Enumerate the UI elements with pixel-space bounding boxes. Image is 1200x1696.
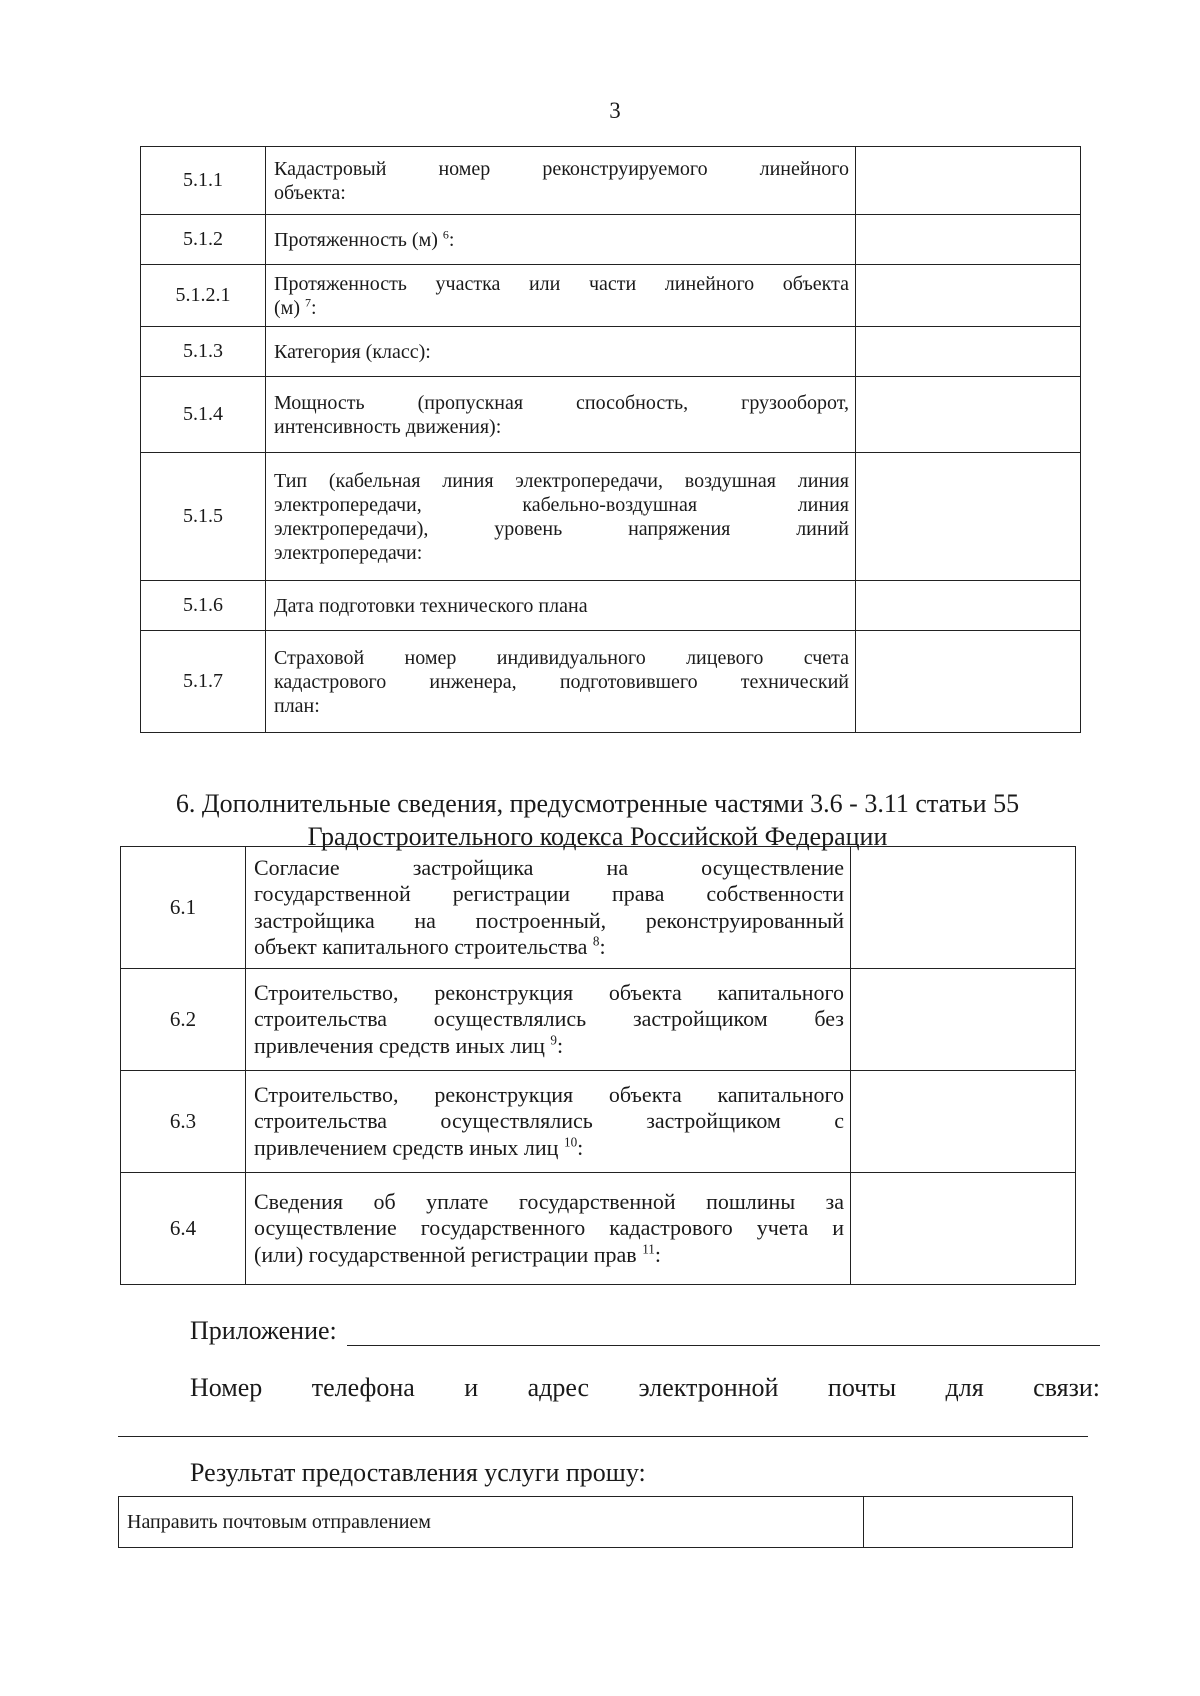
section6-row-text-line [254,1006,844,1032]
section6-row-value[interactable] [851,1071,1076,1173]
contact-label: Номер телефона и адрес электронной почты для связи: [190,1373,1100,1402]
section5-row-text [266,215,856,265]
section6-row-text-segment: Строительство, реконструкция объекта капитального [254,1081,844,1107]
section6-row-text-tail: : [599,933,606,959]
section6-row-text [246,1173,851,1285]
section5-row-text-segment: (м) [274,296,300,319]
section5-row-text-segment: электропередачи), уровень напряжения линий [274,517,849,540]
section6-row-number: 6.1 [121,847,246,969]
section6-row-text-segment: объект капитального строительства [254,933,588,959]
section5-row-text-line [274,493,849,517]
section5-row-number: 5.1.6 [141,581,266,631]
section5-row-text-line [274,646,849,670]
section5-row-text-segment: кадастрового инженера, подготовившего технический [274,670,849,693]
section5-row-number: 5.1.7 [141,631,266,733]
section5-row-text-line [274,694,849,718]
section5-row-text-line [274,594,849,618]
section5-row [141,453,1081,581]
section6-row-text-segment: Строительство, реконструкция объекта капитального [254,979,844,1005]
section5-row-text [266,581,856,631]
section6-row [121,1071,1076,1173]
section6-row-text [246,847,851,969]
section6-row-text-segment: Сведения об уплате государственной пошлины за [254,1188,844,1214]
section5-row-number: 5.1.4 [141,377,266,453]
section5-row-text-segment: Кадастровый номер реконструируемого линейного [274,157,849,180]
section5-row-text-segment: Протяженность участка или части линейного объекта [274,272,849,295]
section5-row-text [266,377,856,453]
section5-row-text [266,147,856,215]
section6-row-text-line [254,1108,844,1134]
section5-row-text-segment: электропередачи, кабельно-воздушная линия [274,493,849,516]
section5-row-text-tail: : [310,296,317,319]
section5-row-number: 5.1.2.1 [141,265,266,327]
section6-table [120,846,1076,1285]
section5-row-text-tail: : [448,228,455,251]
section6-heading-line2: Градостроительного кодекса Российской Федерации [307,821,888,851]
section5-row-value[interactable] [856,377,1081,453]
section6-row-value[interactable] [851,969,1076,1071]
section5-row [141,147,1081,215]
result-option-label: Направить почтовым отправлением [119,1497,864,1548]
section5-row-text-line [274,415,849,439]
section5-row-text-segment: интенсивность движения): [274,415,502,438]
result-option-checkbox[interactable] [864,1497,1073,1548]
section5-row [141,581,1081,631]
section6-row-text-tail: : [556,1032,564,1058]
section6-row-text-segment: привлечением средств иных лиц [254,1134,559,1160]
section5-row-text-segment: электропередачи: [274,541,423,564]
section5-row-number: 5.1.1 [141,147,266,215]
result-table [118,1496,1073,1548]
contact-field[interactable] [118,1436,1088,1437]
section5-row-text-line [274,181,849,205]
section5-row [141,215,1081,265]
footnote-mark: 6 [442,226,449,241]
section5-row-text-segment: Протяженность (м) [274,228,438,251]
section5-row-text-segment: Тип (кабельная линия электропередачи, воздушная линия [274,469,849,492]
section5-row-text-segment: Категория (класс): [274,340,431,363]
section5-row-text-line [274,469,849,493]
section6-heading [120,788,1075,853]
section5-row-value[interactable] [856,147,1081,215]
section6-row-text-line [254,1033,844,1059]
section6-row-text-tail: : [654,1241,662,1267]
section5-row-text-line [274,340,849,364]
section6-row-text-segment: строительства осуществлялись застройщиком без [254,1006,844,1032]
section6-row-text-segment: застройщика на построенный, реконструированный [254,907,844,933]
section5-row-text-line [274,541,849,565]
section5-row-text [266,631,856,733]
result-option-row [119,1497,1073,1548]
section5-row-text-line [274,391,849,415]
section5-row [141,265,1081,327]
section6-row-text-line [254,855,844,881]
section6-row-number: 6.4 [121,1173,246,1285]
section6-row [121,847,1076,969]
section6-row-text-segment: (или) государственной регистрации прав [254,1241,637,1267]
section6-row-text [246,1071,851,1173]
section5-row-text-segment: Страховой номер индивидуального лицевого счета [274,646,849,669]
footnote-mark: 9 [550,1032,557,1048]
section5-row-text-segment: объекта: [274,181,346,204]
section5-row-text-line [274,228,849,252]
section5-row-text [266,327,856,377]
appendix-row [190,1316,1100,1346]
section6-row-text-segment: привлечения средств иных лиц [254,1032,545,1058]
section5-row-text-segment: план: [274,694,320,717]
section5-table [140,146,1081,733]
section5-row-text-line [274,517,849,541]
section6-row-text-line [254,1082,844,1108]
section6-row-text [246,969,851,1071]
section5-row-text-line [274,157,849,181]
appendix-label: Приложение: [190,1316,337,1345]
section5-row [141,377,1081,453]
section5-row-value[interactable] [856,631,1081,733]
section6-row-text-line [254,1189,844,1215]
section6-heading-line1: 6. Дополнительные сведения, предусмотренные частями 3.6 - 3.11 статьи 55 [175,789,1020,818]
section6-row-text-line [254,881,844,907]
section5-row-text-line [274,272,849,296]
section5-row-text-line [274,670,849,694]
section6-row [121,969,1076,1071]
section5-row-text-line [274,296,849,320]
section6-row-text-line [254,1135,844,1161]
appendix-field[interactable] [347,1321,1100,1346]
section6-row-value[interactable] [851,1173,1076,1285]
section5-row [141,327,1081,377]
result-label: Результат предоставления услуги прошу: [190,1458,646,1487]
section6-row-text-tail: : [577,1134,584,1160]
section5-row-value[interactable] [856,327,1081,377]
section5-row-text [266,265,856,327]
footnote-mark: 7 [304,294,311,309]
section5-row-number: 5.1.5 [141,453,266,581]
section5-row-value[interactable] [856,265,1081,327]
section6-row-text-line [254,934,844,960]
section5-row-value[interactable] [856,581,1081,631]
section5-row-number: 5.1.3 [141,327,266,377]
section5-row [141,631,1081,733]
section6-row-text-line [254,908,844,934]
section6-row-text-segment: государственной регистрации права собственности [254,881,844,907]
section6-row [121,1173,1076,1285]
page-number: 3 [609,98,621,123]
footnote-mark: 11 [642,1241,655,1257]
section6-row-value[interactable] [851,847,1076,969]
section5-row-text [266,453,856,581]
section5-row-value[interactable] [856,453,1081,581]
section6-row-text-segment: Согласие застройщика на осуществление [254,854,844,880]
section5-row-text-segment: Мощность (пропускная способность, грузооборот, [274,391,849,414]
section6-row-text-segment: строительства осуществлялись застройщиком с [254,1108,844,1134]
footnote-mark: 8 [592,933,600,949]
section6-row-text-segment: осуществление государственного кадастрового учета и [254,1215,844,1241]
section6-row-text-line [254,980,844,1006]
section5-row-value[interactable] [856,215,1081,265]
footnote-mark: 10 [563,1134,578,1150]
section6-row-number: 6.3 [121,1071,246,1173]
section5-row-number: 5.1.2 [141,215,266,265]
section6-row-number: 6.2 [121,969,246,1071]
section6-row-text-line [254,1242,844,1268]
section5-row-text-segment: Дата подготовки технического плана [274,594,588,617]
section6-row-text-line [254,1215,844,1241]
